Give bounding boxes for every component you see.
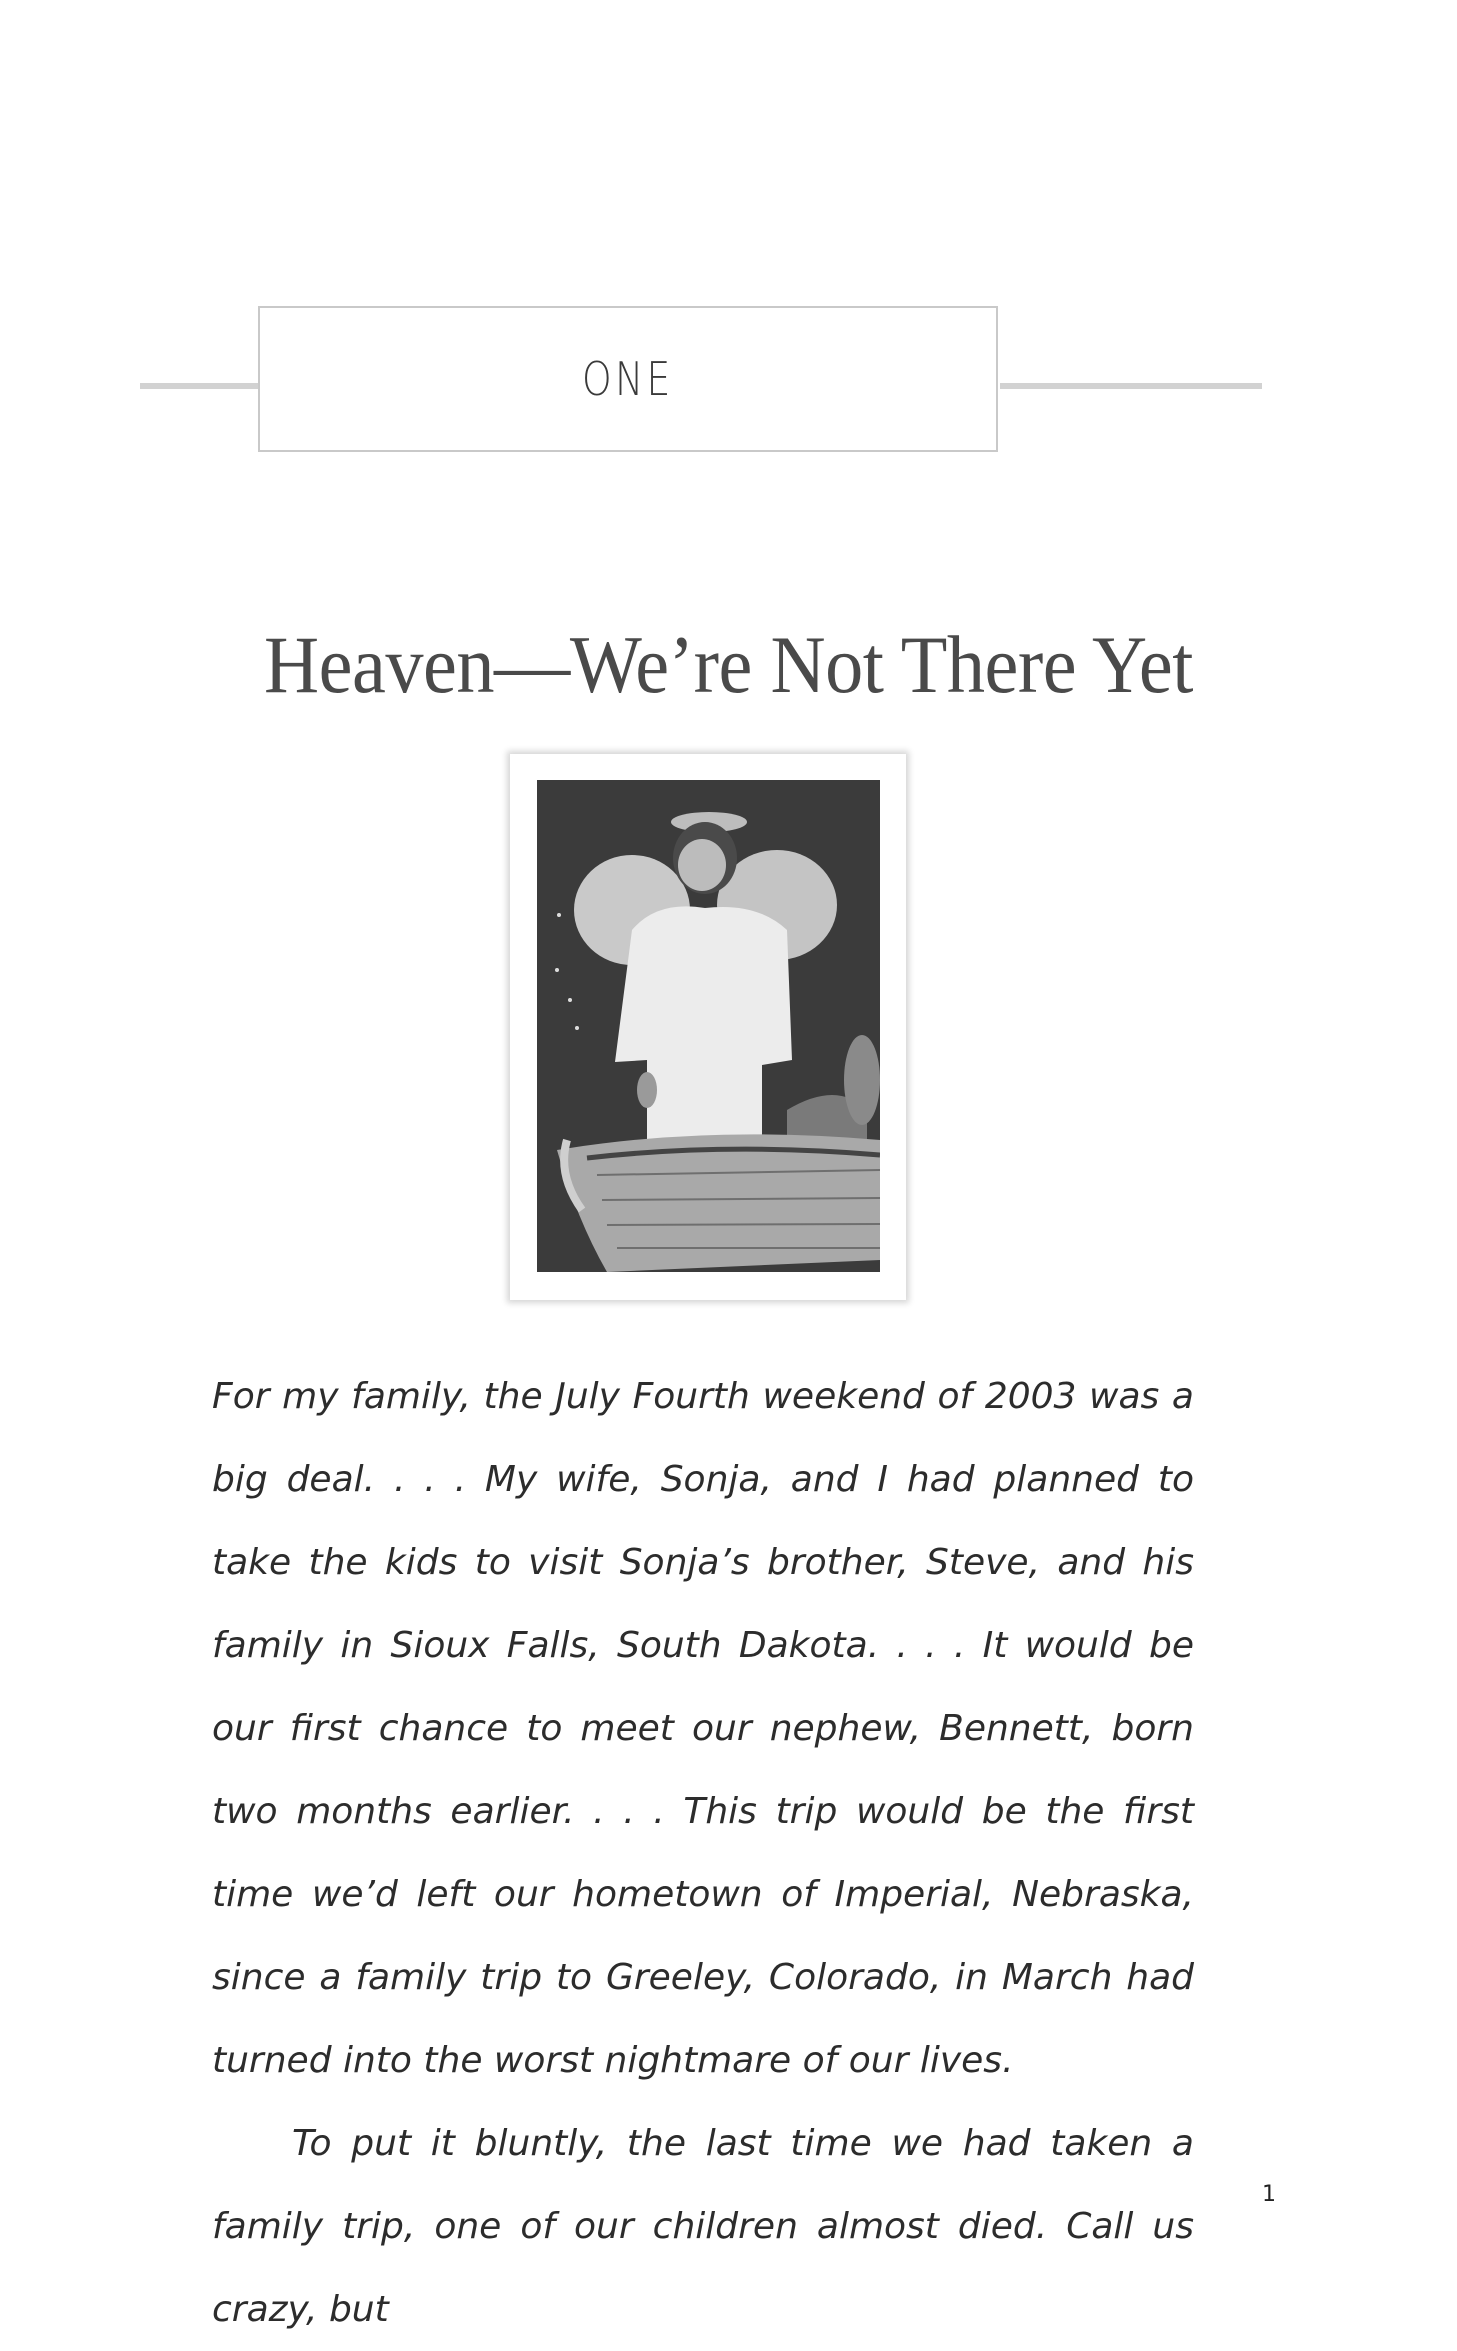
paragraph-1: For my family, the July Fourth weekend of 2003 was a big deal. . . . My wife, Sonja, and I had planned to take the kids to visit Sonja’s brother, Steve, and his family in Sioux Falls, South Dakota. . . . It would be our first chance to meet our nephew, Bennett, born two months earlier. . . . This trip would be the first time we’d left our hometown of Imperial, Nebraska, since a family trip to Greeley, Colorado, in March had turned into the worst nightmare of our lives. <box>212 1376 1194 2081</box>
page-number: 1 <box>1262 2182 1276 2207</box>
paragraph-2: To put it bluntly, the last time we had taken a family trip, one of our children almost died. Call us crazy, but <box>212 2123 1194 2330</box>
chapter-title: Heaven—We’re Not There Yet <box>263 619 1194 710</box>
chapter-number-box <box>258 306 998 452</box>
chapter-number: ONE <box>582 352 674 406</box>
angel-child-photo <box>537 780 880 1272</box>
chapter-rule-right <box>1000 383 1262 389</box>
photo-illustration <box>537 780 880 1272</box>
body-text <box>212 1355 1194 2351</box>
photo-frame <box>510 754 906 1300</box>
chapter-rule-left <box>140 383 258 389</box>
